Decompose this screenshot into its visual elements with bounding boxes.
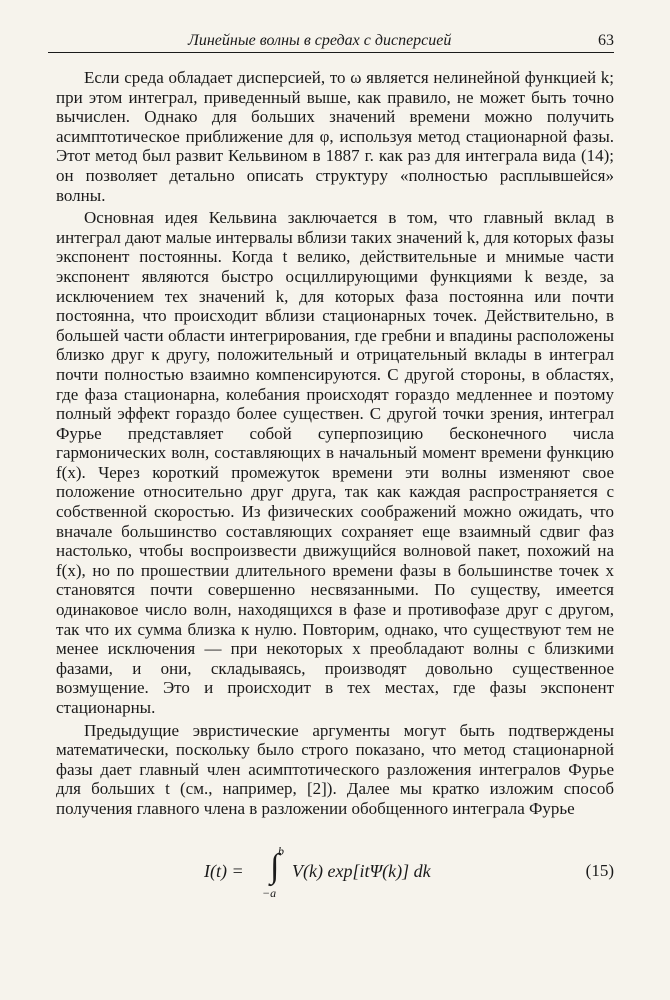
paragraph-heuristic: Предыдущие эвристические аргументы могут быть подтверждены математически, поскольку было строго показано, что метод стационарной фазы дает главный член асимптотического разложения интегралов Фурье для больших t (см., например, [2]). Далее мы кратко изложим способ получения главного члена в разложении обобщенного интеграла Фурье (56, 720, 614, 818)
page-number: 63 (598, 32, 614, 49)
equation-15 (56, 844, 614, 900)
integral-upper-limit: b (278, 844, 284, 858)
paragraph-kelvin-idea: Основная идея Кельвина заключается в том, что главный вклад в интеграл дают малые интервалы вблизи таких значений k, для которых фазы экспонент постоянны. Когда t велико, действительные и мнимые части экспонент являются быстро осциллирующими функциями k везде, за исключением тех значений k, для которых фаза постоянна или почти постоянна, что происходит вблизи стационарных точек. Действительно, в большей части области интегрирования, где гребни и впадины расположены близко друг к другу, положительный и отрицательный вклады в интеграл почти полностью взаимно компенсируются. С другой стороны, в областях, где фаза стационарна, колебания происходят гораздо медленнее и поэтому полный эффект гораздо более существен. С другой точки зрения, интеграл Фурье представляет собой суперпозицию бесконечного числа гармонических волн, составляющих в начальный момент времени функцию f(x). Через короткий промежуток времени эти волны изменяют свое положение относительно друг друга, так как каждая распространяется с собственной скоростью. Из физических соображений можно ожидать, что вначале большинство составляющих сохраняет еще взаимный сдвиг фаз настолько, чтобы воспроизвести движущийся волновой пакет, похожий на f(x), но по прошествии длительного времени фазы в большинстве точек x становятся почти совершенно несвязанными. По существу, имеется одинаковое число волн, находящихся в фазе и противофазе друг с другом, так что их сумма близка к нулю. Повторим, однако, что существуют тем не менее исключения — при некоторых x преобладают волны с близкими фазами, и они, складываясь, производят довольно существенное возмущение. Это и происходит в тех местах, где фазы экспонент стационарны. (56, 208, 614, 717)
running-header (48, 30, 614, 53)
running-title: Линейные волны в средах с дисперсией (188, 32, 452, 49)
equation-integrand: V(k) exp[itΨ(k)] dk (292, 861, 431, 881)
equation-lhs: I(t) = (204, 861, 244, 881)
equation-number: (15) (585, 861, 614, 880)
body-text (56, 68, 614, 819)
integral-sign: ∫ (270, 848, 280, 885)
integral-lower-limit: −a (262, 886, 277, 900)
paragraph-dispersion: Если среда обладает дисперсией, то ω является нелинейной функцией k; при этом интеграл, приведенный выше, как правило, не может быть точно вычислен. Однако для больших значений времени можно получить асимптотическое приближение для φ, используя метод стационарной фазы. Этот метод был развит Кельвином в 1887 г. как раз для интеграла вида (14); он позволяет детально описать структуру «полностью расплывшейся» волны. (56, 68, 614, 205)
